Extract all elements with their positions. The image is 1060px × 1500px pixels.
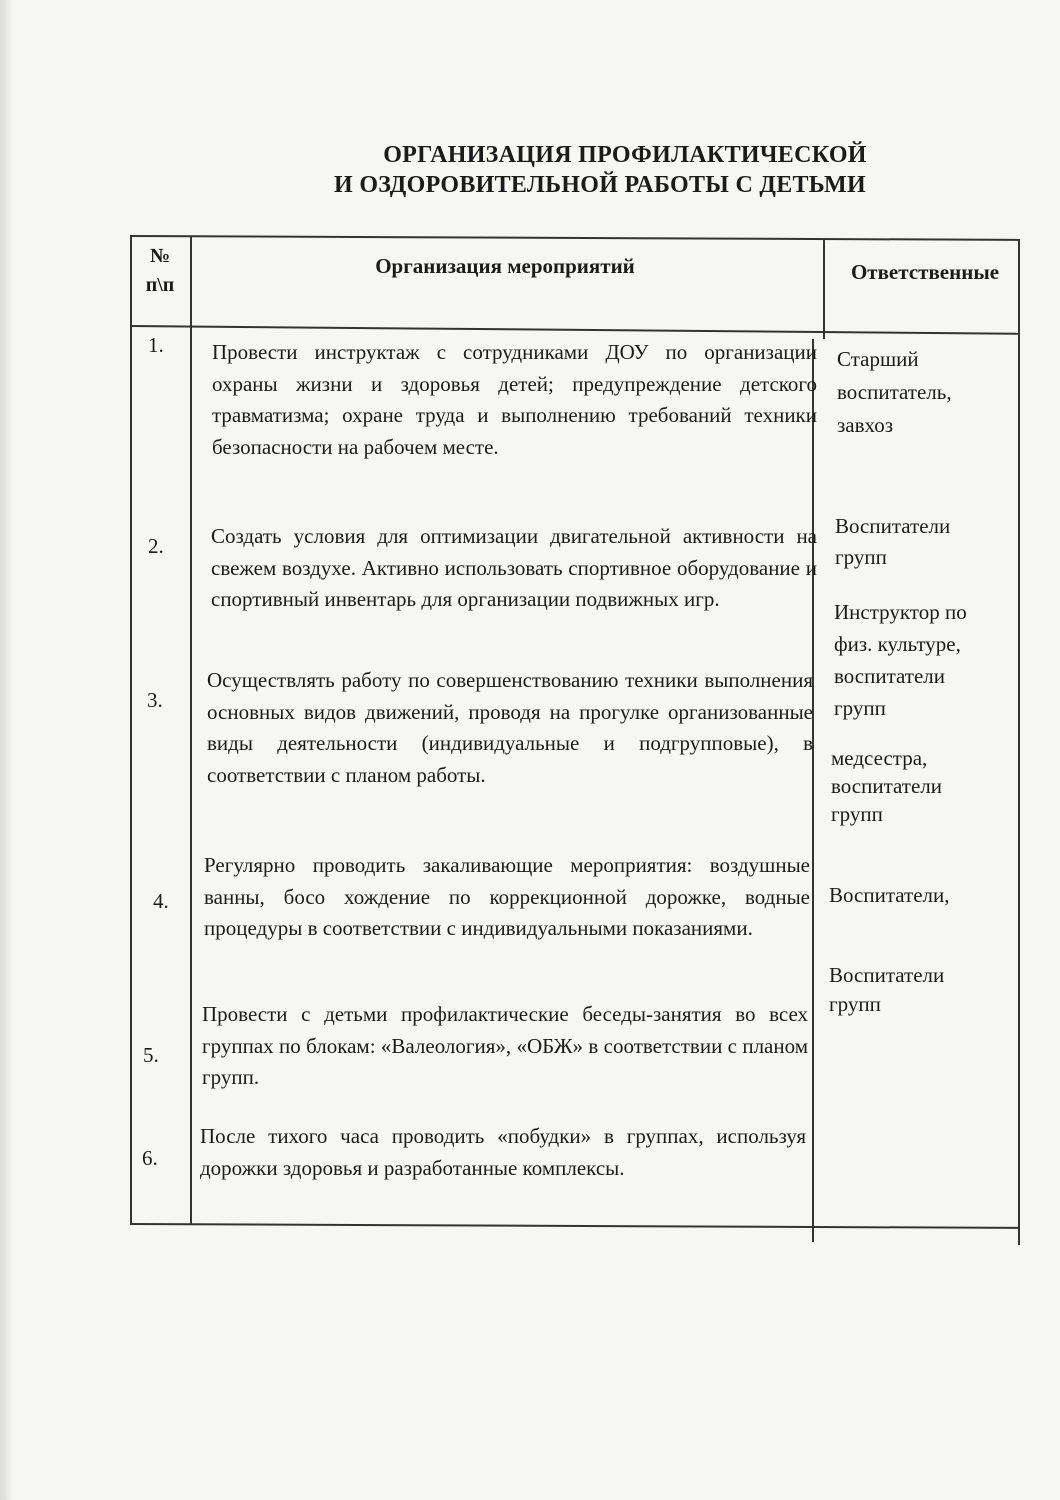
row-number: 2. [148,534,164,558]
responsible-entry: медсестра, воспитатели групп [831,746,943,826]
header-number-line-2: п\п [145,274,175,296]
document-title [300,140,950,200]
column-divider-1 [190,237,192,1224]
activity-text: После тихого часа проводить «побудки» в группах, используя дорожки здоровья и разработанные комплексы. [200,1124,806,1180]
responsible-entry: Инструктор по физ. культуре, воспитатели групп [834,600,967,720]
responsible-entry: Старший воспитатель, завхоз [837,347,952,437]
responsible-entry: Воспитатели групп [835,514,951,569]
table-border-top [130,235,1020,241]
row-number: 3. [147,688,163,712]
table-border-left [130,235,132,1225]
title-line-1: ОРГАНИЗАЦИЯ ПРОФИЛАКТИЧЕСКОЙ [383,142,867,168]
activity-text: Провести инструктаж с сотрудниками ДОУ по организации охраны жизни и здоровья детей; предупреждение детского травматизма; охране труда и выполнению требований техники безопасности на рабочем месте. [212,340,817,459]
header-responsible: Ответственные [850,260,1000,284]
header-number [130,242,190,300]
row-number: 1. [148,333,164,357]
activity-text: Регулярно проводить закаливающие мероприятия: воздушные ванны, босо хождение по коррекционной дорожке, водные процедуры в соответствии с индивидуальными показаниями. [204,853,810,940]
activity-text: Создать условия для оптимизации двигательной активности на свежем воздухе. Активно использовать спортивное оборудование и спортивный инвентарь для организации подвижных игр. [211,524,817,611]
header-row-divider [130,325,1020,334]
row-number: 5. [143,1043,159,1067]
responsible-entry: Воспитатели, [829,883,950,907]
responsible-entry: Воспитатели групп [829,963,945,1016]
header-number-line-1: № [149,245,171,267]
title-line-2: И ОЗДОРОВИТЕЛЬНОЙ РАБОТЫ С ДЕТЬМИ [334,172,866,198]
column-divider-2 [823,239,825,339]
activity-text: Провести с детьми профилактические беседы-занятия во всех группах по блокам: «Валеология», «ОБЖ» в соответствии с планом групп. [202,1002,808,1089]
row-number: 4. [153,889,169,913]
scan-edge [0,0,14,1500]
activity-text: Осуществлять работу по совершенствованию техники выполнения основных видов движений, проводя на прогулке организованные виды деятельности (индивидуальные и подгрупповые), в соответствии с планом работы. [207,668,813,787]
table-border-bottom [130,1223,1020,1229]
row-number: 6. [142,1146,158,1170]
header-activity: Организация мероприятий [375,254,635,278]
